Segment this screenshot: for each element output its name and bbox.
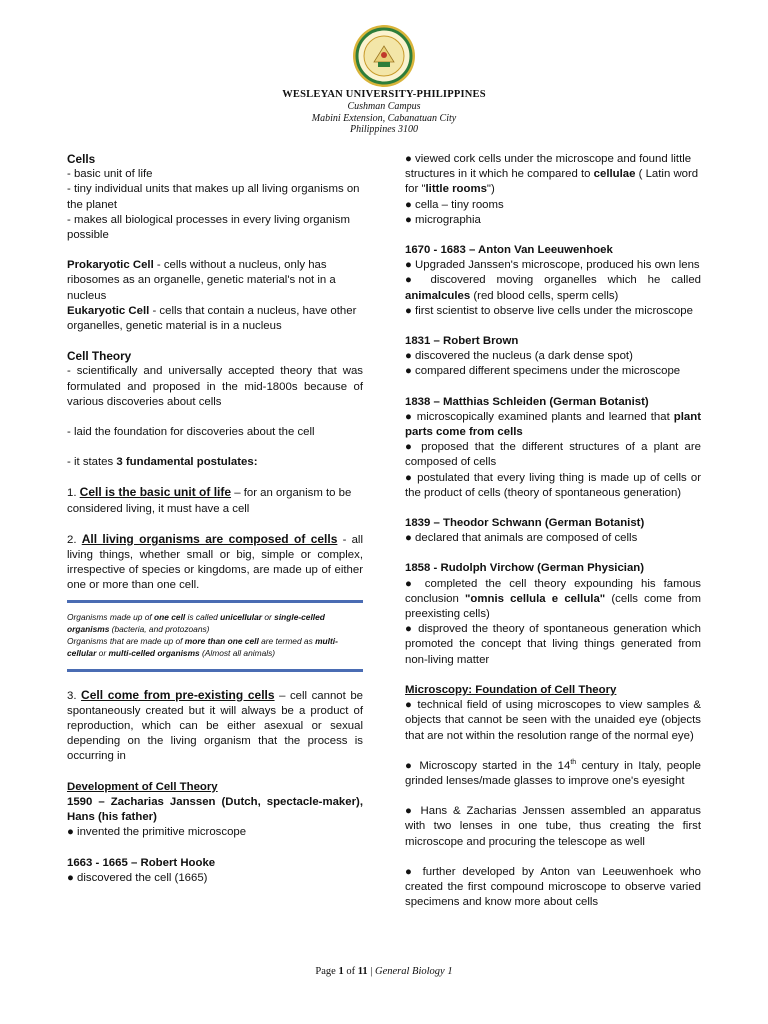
leeuwenhoek-bullet-2: ● discovered moving organelles which he called animalcules (red blood cells, sperm cells) xyxy=(405,274,701,302)
schleiden-bullet-1: ● microscopically examined plants and learned that plant parts come from cells xyxy=(405,410,701,439)
cells-line-3: - makes all biological processes in every living organism possible xyxy=(67,213,350,242)
leeuwenhoek-bullet-3: ● first scientist to observe live cells under the microscope xyxy=(405,304,693,317)
schwann-heading: 1839 – Theodor Schwann (German Botanist) xyxy=(405,517,645,530)
street-address: Mabini Extension, Cabanatuan City xyxy=(311,112,457,124)
note-unicellular: Organisms made up of one cell is called unicellular or single-celled organisms (bacteria, and protozoans) xyxy=(67,611,325,634)
campus-name: Cushman Campus xyxy=(347,101,421,112)
schleiden-bullet-3: ● postulated that every living thing is made up of cells or the product of cells (theory of spontaneous generation) xyxy=(405,471,701,499)
eukaryotic-term: Eukaryotic Cell xyxy=(67,304,150,317)
cell-theory-paragraph-3: - it states 3 fundamental postulates: xyxy=(67,456,258,469)
virchow-heading: 1858 - Rudolph Virchow (German Physician) xyxy=(405,562,645,575)
brown-bullet-2: ● compared different specimens under the microscope xyxy=(405,365,681,378)
hooke-bullet-1: ● discovered the cell (1665) xyxy=(67,871,208,884)
organism-note-box xyxy=(67,600,363,672)
leeuwenhoek-heading: 1670 - 1683 – Anton Van Leeuwenhoek xyxy=(405,244,613,257)
postulate-3-heading: Cell come from pre-existing cells xyxy=(81,687,275,702)
brown-bullet-1: ● discovered the nucleus (a dark dense spot) xyxy=(405,350,633,363)
cells-line-1: - basic unit of life xyxy=(67,168,153,181)
postulate-3: 3. Cell come from pre-existing cells – cell cannot be spontaneously created but it will always be a product of reproduction, which can be either asexual or sexual depending on the living organism that the process is occurring in xyxy=(67,687,363,763)
hooke-bullet-2: ● viewed cork cells under the microscope and found little structures in it which he compared to cellulae ( Latin word for "little rooms") xyxy=(405,153,699,196)
hooke-bullet-4: ● micrographia xyxy=(405,213,481,226)
cell-theory-paragraph-2: - laid the foundation for discoveries about the cell xyxy=(67,426,315,439)
country-postal: Philippines 3100 xyxy=(349,124,419,135)
virchow-bullet-2: ● disproved the theory of spontaneous generation which promoted the concept that living things generated from non-living matter xyxy=(405,623,701,666)
hooke-bullet-3: ● cella – tiny rooms xyxy=(405,198,504,211)
janssen-bullet-1: ● invented the primitive microscope xyxy=(67,826,247,839)
left-column xyxy=(67,152,363,886)
postulate-1: 1. Cell is the basic unit of life – for an organism to be considered living, it must have a cell xyxy=(67,485,352,515)
cell-theory-paragraph-1: - scientifically and universally accepted theory that was formulated and proposed in the mid-1800s because of various discoveries about cells xyxy=(67,365,363,408)
course-name: General Biology 1 xyxy=(375,966,453,977)
leeuwenhoek-bullet-1: ● Upgraded Janssen's microscope, produced his own lens xyxy=(405,259,700,272)
schwann-bullet-1: ● declared that animals are composed of cells xyxy=(405,532,638,545)
schleiden-heading: 1838 – Matthias Schleiden (German Botanist) xyxy=(405,395,649,408)
university-seal-icon xyxy=(352,24,416,88)
document-header xyxy=(0,24,768,136)
microscopy-bullet-1: ● technical field of using microscopes to view samples & objects that cannot be seen with the unaided eye (objects that are not within the resolution range of the normal eye) xyxy=(405,699,701,742)
note-multicellular: Organisms that are made up of more than one cell are termed as multi-cellular or multi-celled organisms (Almost all animals) xyxy=(67,635,338,658)
right-column xyxy=(405,152,701,910)
virchow-bullet-1: ● completed the cell theory expounding his famous conclusion "omnis cellula e cellula" (cells come from preexisting cells) xyxy=(405,577,701,621)
page-number: 1 xyxy=(338,966,344,977)
microscopy-bullet-3: ● Hans & Zacharias Jenssen assembled an apparatus with two lenses in one tube, thus creating the first microscope and procuring the telescope as well xyxy=(405,805,701,848)
page-footer: Page 1 of 11 | General Biology 1 xyxy=(315,966,453,977)
schleiden-bullet-2: ● proposed that the different structures of a plant are composed of cells xyxy=(405,441,701,469)
eukaryotic-definition: Eukaryotic Cell - cells that contain a nucleus, have other organelles, genetic material is in a nucleus xyxy=(67,304,357,333)
microscopy-heading: Microscopy: Foundation of Cell Theory xyxy=(405,683,617,696)
cells-heading: Cells xyxy=(67,152,96,166)
prokaryotic-definition: Prokaryotic Cell - cells without a nucleus, only has ribosomes as an organelle, genetic material's not in a nucleus xyxy=(67,259,336,302)
janssen-heading: 1590 – Zacharias Janssen (Dutch, spectacle-maker), Hans (his father) xyxy=(67,795,363,824)
postulate-2-heading: All living organisms are composed of cells xyxy=(81,531,338,546)
microscopy-bullet-2: ● Microscopy started in the 14th century in Italy, people grinded lenses/made glasses to improve one's eyesight xyxy=(405,758,701,787)
cells-line-2: - tiny individual units that makes up all living organisms on the planet xyxy=(67,183,360,211)
page-total: 11 xyxy=(357,966,368,977)
cell-theory-heading: Cell Theory xyxy=(67,349,132,364)
university-name: WESLEYAN UNIVERSITY-PHILIPPINES xyxy=(282,89,486,100)
prokaryotic-term: Prokaryotic Cell xyxy=(67,259,154,272)
brown-heading: 1831 – Robert Brown xyxy=(405,335,519,348)
hooke-heading: 1663 - 1665 – Robert Hooke xyxy=(67,856,216,869)
postulate-1-heading: Cell is the basic unit of life xyxy=(79,485,232,500)
development-heading: Development of Cell Theory xyxy=(67,780,218,793)
microscopy-bullet-4: ● further developed by Anton van Leeuwenhoek who created the first compound microscope to observe varied specimens and know more about cells xyxy=(405,865,701,909)
postulate-2: 2. All living organisms are composed of cells - all living things, whether small or big, simple or complex, irrespective of species or kingdoms, are made up of either one or more than one cell. xyxy=(67,531,363,592)
